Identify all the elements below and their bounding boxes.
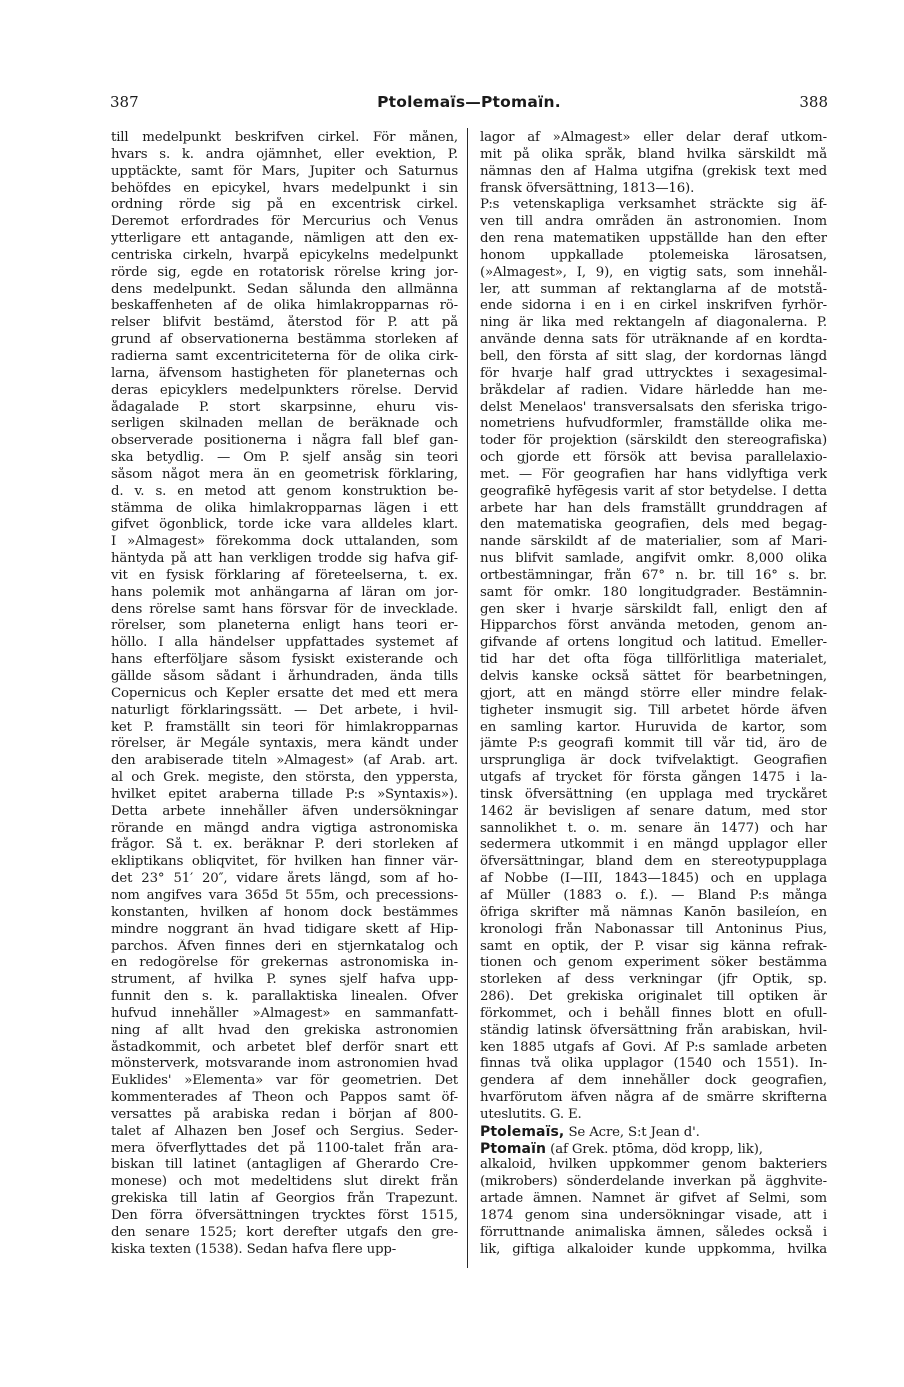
text-line: grekiska till latin af Georgios från Trapezunt. xyxy=(111,1191,458,1207)
text-line: I »Almagest» förekomma dock uttalanden, som xyxy=(111,534,458,550)
text-line: tinsk öfversättning (en upplaga med tryckåret xyxy=(480,786,827,802)
text-line: ursprungliga är dock tvifvelaktigt. Geografien xyxy=(480,753,827,769)
text-line: gifvet ögonblick, torde icke vara alldeles klart. xyxy=(111,517,458,533)
text-line: larna, äfvensom hastigheten för planeternas och xyxy=(111,365,458,381)
text-line: samt en optik, der P. visar sig känna refrak- xyxy=(480,938,827,954)
text-line: hans efterföljare såsom fysiskt existerande och xyxy=(111,652,458,668)
text-line: serligen skilnaden mellan de beräknade och xyxy=(111,416,458,432)
text-line: rörelser, som planeterna enligt hans teori er- xyxy=(111,618,458,634)
text-line: talet af Alhazen ben Josef och Sergius. Seder- xyxy=(111,1123,458,1139)
text-line: nom angifves vara 365d 5t 55m, och precessions- xyxy=(111,887,458,903)
text-line: gällde såsom sådant i århundraden, ända tills xyxy=(111,669,458,684)
text-line: ortbestämningar, från 67° n. br. till 16° s. br. xyxy=(480,567,827,583)
column-divider xyxy=(467,128,468,1268)
text-line: artade ämnen. Namnet är gifvet af Selmi, som xyxy=(480,1191,827,1207)
text-line: ådagalade P. stort skarpsinne, ehuru vis- xyxy=(111,399,458,415)
text-line: öfversättningar, bland dem en stereotypupplaga xyxy=(480,854,827,870)
text-line: förruttnande animaliska ämnen, således också i xyxy=(480,1224,827,1240)
text-line: Euklides' »Elementa» var för geometrien. Det xyxy=(111,1073,458,1089)
text-line: sannolikhet t. o. m. senare än 1477) och har xyxy=(480,820,827,836)
text-line: mönsterverk, motsvarande inom astronomien hvad xyxy=(111,1056,458,1072)
text-line: gendera af dem innehåller dock geografien, xyxy=(480,1073,827,1089)
text-line: delvis kanske också sättet för bearbetningen, xyxy=(480,669,827,684)
text-line: mera öfverflyttades det på 1100-talet från ara- xyxy=(111,1140,458,1156)
text-line: nus blifvit samlade, angifvit omkr. 8,000 olika xyxy=(480,551,827,567)
text-line: observerade positionerna i några fall blef gan- xyxy=(111,433,458,449)
text-line: utgafs af trycket för första gången 1475 i la- xyxy=(480,770,827,786)
text-line: centriska cirkeln, hvarpå epicykelns medelpunkt xyxy=(111,247,458,263)
text-line: gen sker i hvarje särskildt fall, enligt den af xyxy=(480,601,827,617)
text-line: grund af observationerna bestämma storleken af xyxy=(111,332,458,348)
text-line: använde denna sats för uträknande af en kordta- xyxy=(480,332,827,348)
text-line: den arabiserade titeln »Almagest» (af Arab. art. xyxy=(111,753,458,769)
text-line: ende sidorna i en i en cirkel inskrifven fyrhör- xyxy=(480,298,827,314)
text-line: vit en fysisk förklaring af företeelserna, t. ex. xyxy=(111,567,458,583)
entry-headword: Ptolemaïs, xyxy=(480,1123,565,1140)
text-line: hvarförutom äfven några af de smärre skrifterna xyxy=(480,1090,827,1106)
text-line: geografikē hyfēgesis varit af stor betydelse. I detta xyxy=(480,483,827,499)
text-line: kronologi från Nabonassar till Antoninus Pius, xyxy=(480,921,827,937)
text-line: till medelpunkt beskrifven cirkel. För månen, xyxy=(111,130,458,145)
page-number-left: 387 xyxy=(110,93,139,111)
entry-text: Se Acre, S:t Jean d'. xyxy=(568,1124,700,1140)
text-line: hvars s. k. andra ojämnhet, eller evektion, P. xyxy=(111,146,458,162)
text-line: lagor af »Almagest» eller delar deraf utkom- xyxy=(480,130,827,145)
page-number-right: 388 xyxy=(799,93,828,111)
text-line: finnas två olika upplagor (1540 och 1551). In- xyxy=(480,1056,827,1072)
text-line: en redogörelse för grekernas astronomiska in- xyxy=(111,955,458,971)
text-line: Copernicus och Kepler ersatte det med ett mera xyxy=(111,685,458,701)
text-line: mindre noggrant än hvad tidigare skett af Hip- xyxy=(111,921,458,937)
text-line: kommenterades af Theon och Pappos samt öf- xyxy=(111,1090,458,1106)
text-line: delst Menelaos' transversalsats den sferiska trigo- xyxy=(480,399,827,415)
text-line: rörande en mängd andra vigtiga astronomiska xyxy=(111,820,458,836)
text-line: versattes på arabiska redan i början af 800- xyxy=(111,1106,458,1122)
text-line: 1874 genom sina undersökningar visade, att i xyxy=(480,1208,827,1223)
text-line: stämma de olika himlakropparnas lägen i ett xyxy=(111,500,458,516)
running-title: Ptolemaïs—Ptomaïn. xyxy=(377,93,561,111)
text-line: åstadkommit, och arbetet blef derför snart ett xyxy=(111,1039,458,1055)
text-line: deras epicyklers medelpunkters rörelse. Dervid xyxy=(111,382,458,398)
text-line: frågor. Så t. ex. beräknar P. deri storleken af xyxy=(111,837,458,853)
text-line: 1462 är bevisligen af senare datum, med stor xyxy=(480,803,827,819)
text-line: ning af allt hvad den grekiska astronomien xyxy=(111,1022,458,1038)
text-line: häntyda på att han verkligen trodde sig hafva gif- xyxy=(111,551,458,567)
text-line: P:s vetenskapliga verksamhet sträckte sig äf- xyxy=(480,197,827,213)
text-line: funnit den s. k. parallaktiska linealen. Öfver xyxy=(111,989,458,1005)
page-header xyxy=(110,93,828,115)
entry-first-line xyxy=(480,1124,827,1141)
text-line: lik, giftiga alkaloider kunde uppkomma, hvilka xyxy=(480,1241,827,1257)
text-line: den senare 1525; kort derefter utgafs den gre- xyxy=(111,1224,458,1240)
text-line: såsom något mera än en geometrisk förklaring, xyxy=(111,466,458,482)
text-line: strument, af hvilka P. synes sjelf hafva upp- xyxy=(111,972,458,988)
text-line: honom uppkallade ptolemeiska lärosatsen, xyxy=(480,247,827,263)
text-line: storleken af dess verkningar (jfr Optik, sp. xyxy=(480,972,827,988)
text-line: ständig latinsk öfversättning från arabiskan, hvil- xyxy=(480,1022,827,1038)
text-line: ytterligare ett antagande, nämligen att den ex- xyxy=(111,231,458,247)
text-line: det 23° 51′ 20″, vidare årets längd, som af ho- xyxy=(111,871,458,887)
text-line: parchos. Äfven finnes deri en stjernkatalog och xyxy=(111,938,458,954)
text-line: jämte P:s geografi kommit till vår tid, äro de xyxy=(480,736,827,752)
text-line: (»Almagest», I, 9), en vigtig sats, som innehål- xyxy=(480,264,827,280)
text-line: bell, den första af sitt slag, der kordornas längd xyxy=(480,348,827,364)
text-line: af Müller (1883 o. f.). — Bland P:s många xyxy=(480,887,827,903)
text-line: uteslutits. G. E. xyxy=(480,1106,582,1122)
text-line: behöfdes en epicykel, hvars medelpunkt i sin xyxy=(111,180,458,196)
text-line: gifvande af ortens longitud och latitud. Emeller- xyxy=(480,635,827,651)
text-line: förkommet, och i behåll finnes blott en ofull- xyxy=(480,1005,827,1021)
text-line: d. v. s. en metod att genom konstruktion be- xyxy=(111,483,458,499)
text-line: Deremot erfordrades för Mercurius och Venus xyxy=(111,214,458,230)
text-line: hufvud innehåller »Almagest» en sammanfatt- xyxy=(111,1005,458,1021)
text-line: Detta arbete innehåller äfven undersökningar xyxy=(111,803,458,819)
text-line: och gjorde ett försök att bevisa parallelaxio- xyxy=(480,450,827,466)
text-line: öfriga skrifter må nämnas Kanōn basileíon, en xyxy=(480,904,827,920)
text-line: 286). Det grekiska originalet till optiken är xyxy=(480,989,827,1005)
text-line: relser blifvit bestämd, återstod för P. att på xyxy=(111,315,458,331)
text-line: naturligt förklaringssätt. — Det arbete, i hvil- xyxy=(111,702,458,718)
text-line: dens medelpunkt. Sedan sålunda den allmänna xyxy=(111,281,458,297)
text-line: en samling kartor. Huruvida de kartor, som xyxy=(480,719,827,735)
text-line: al och Grek. megiste, den största, den yppersta, xyxy=(111,770,458,786)
text-line: upptäckte, samt för Mars, Jupiter och Saturnus xyxy=(111,163,458,179)
text-line: bråkdelar af radien. Vidare härledde han me- xyxy=(480,382,827,398)
text-line: tid har det ofta föga tillförlitliga materialet, xyxy=(480,652,827,668)
text-line: nämnas den af Halma utgifna (grekisk text med xyxy=(480,163,827,179)
text-line: Den förra öfversättningen trycktes först 1515, xyxy=(111,1208,458,1223)
entry-first-line xyxy=(480,1141,827,1158)
text-line: ning är lika med rektangeln af diagonalerna. P. xyxy=(480,315,827,331)
right-column xyxy=(480,130,827,1259)
text-line: hans polemik mot anhängarna af läran om jor- xyxy=(111,584,458,600)
text-line: fransk öfversättning, 1813—16). xyxy=(480,180,695,196)
text-line: (mikrobers) sönderdelande inverkan på ägghvite- xyxy=(480,1174,827,1190)
text-line: höllo. I alla händelser uppfattades systemet af xyxy=(111,635,458,651)
text-line: nande särskildt af de materialier, som af Mari- xyxy=(480,534,827,550)
text-line: samt för omkr. 180 longitudgrader. Bestämnin- xyxy=(480,584,827,600)
text-line: ler, att summan af rektanglarna af de motstå- xyxy=(480,281,827,297)
text-line: ska betydlig. — Om P. sjelf ansåg sin teori xyxy=(111,450,458,466)
text-line: alkaloid, hvilken uppkommer genom bakteriers xyxy=(480,1157,827,1173)
text-line: monese) och mot medeltidens slut direkt från xyxy=(111,1174,458,1190)
text-line: af Nobbe (I—III, 1843—1845) och en upplaga xyxy=(480,871,827,887)
text-line: den matematiska geografien, dels med begag- xyxy=(480,517,827,533)
text-line: biskan till latinet (antagligen af Gherardo Cre- xyxy=(111,1157,458,1173)
text-line: för hvarje half grad uttrycktes i sexagesimal- xyxy=(480,365,827,381)
text-line: mit på olika språk, bland hvilka särskildt må xyxy=(480,146,827,162)
text-line: rörde sig, egde en rotatorisk rörelse kring jor- xyxy=(111,264,458,280)
text-line: dens rörelse samt hans försvar för de invecklade. xyxy=(111,601,458,617)
text-line: rörelser, är Megále syntaxis, mera kändt under xyxy=(111,736,458,752)
text-line: Hipparchos först använda metoden, genom an- xyxy=(480,618,827,634)
text-line: ordning rörde sig på en excentrisk cirkel. xyxy=(111,197,458,213)
text-line: beskaffenheten af de olika himlakropparnas rö- xyxy=(111,298,458,314)
text-line: ven till andra områden än astronomien. Inom xyxy=(480,214,827,230)
left-column xyxy=(111,130,458,1259)
text-line: met. — För geografien har hans vidlyftiga verk xyxy=(480,466,827,482)
text-line: konstanten, hvilken af honom dock bestämmes xyxy=(111,904,458,920)
text-line: tionen och genom experiment söker bestämma xyxy=(480,955,827,971)
text-line: gjort, att en mängd större eller mindre felak- xyxy=(480,685,827,701)
text-line: nometriens hufvudformler, framställde olika me- xyxy=(480,416,827,432)
text-line: radierna samt excentriciteterna för de olika cirk- xyxy=(111,348,458,364)
text-line: arbete har han dels framställt grunddragen af xyxy=(480,500,827,516)
text-line: ket P. framställt sin teori för himlakropparnas xyxy=(111,719,458,735)
text-line: sedermera utkommit i en mängd upplagor eller xyxy=(480,837,827,853)
text-line: toder för projektion (särskildt den stereografiska) xyxy=(480,433,827,449)
entry-text: (af Grek. ptōma, död kropp, lik), xyxy=(550,1141,763,1157)
text-line: ken 1885 utgafs af Govi. Af P:s samlade arbeten xyxy=(480,1039,827,1055)
text-line: den rena matematiken uppställde han den efter xyxy=(480,231,827,247)
entry-headword: Ptomaïn xyxy=(480,1140,547,1157)
text-line: hvilket epitet araberna tillade P:s »Syntaxis»). xyxy=(111,786,458,802)
text-line: ekliptikans obliqvitet, för hvilken han finner vär- xyxy=(111,854,458,870)
text-line: tigheter insmugit sig. Till arbetet hörde äfven xyxy=(480,702,827,718)
text-line: kiska texten (1538). Sedan hafva flere upp- xyxy=(111,1241,397,1257)
